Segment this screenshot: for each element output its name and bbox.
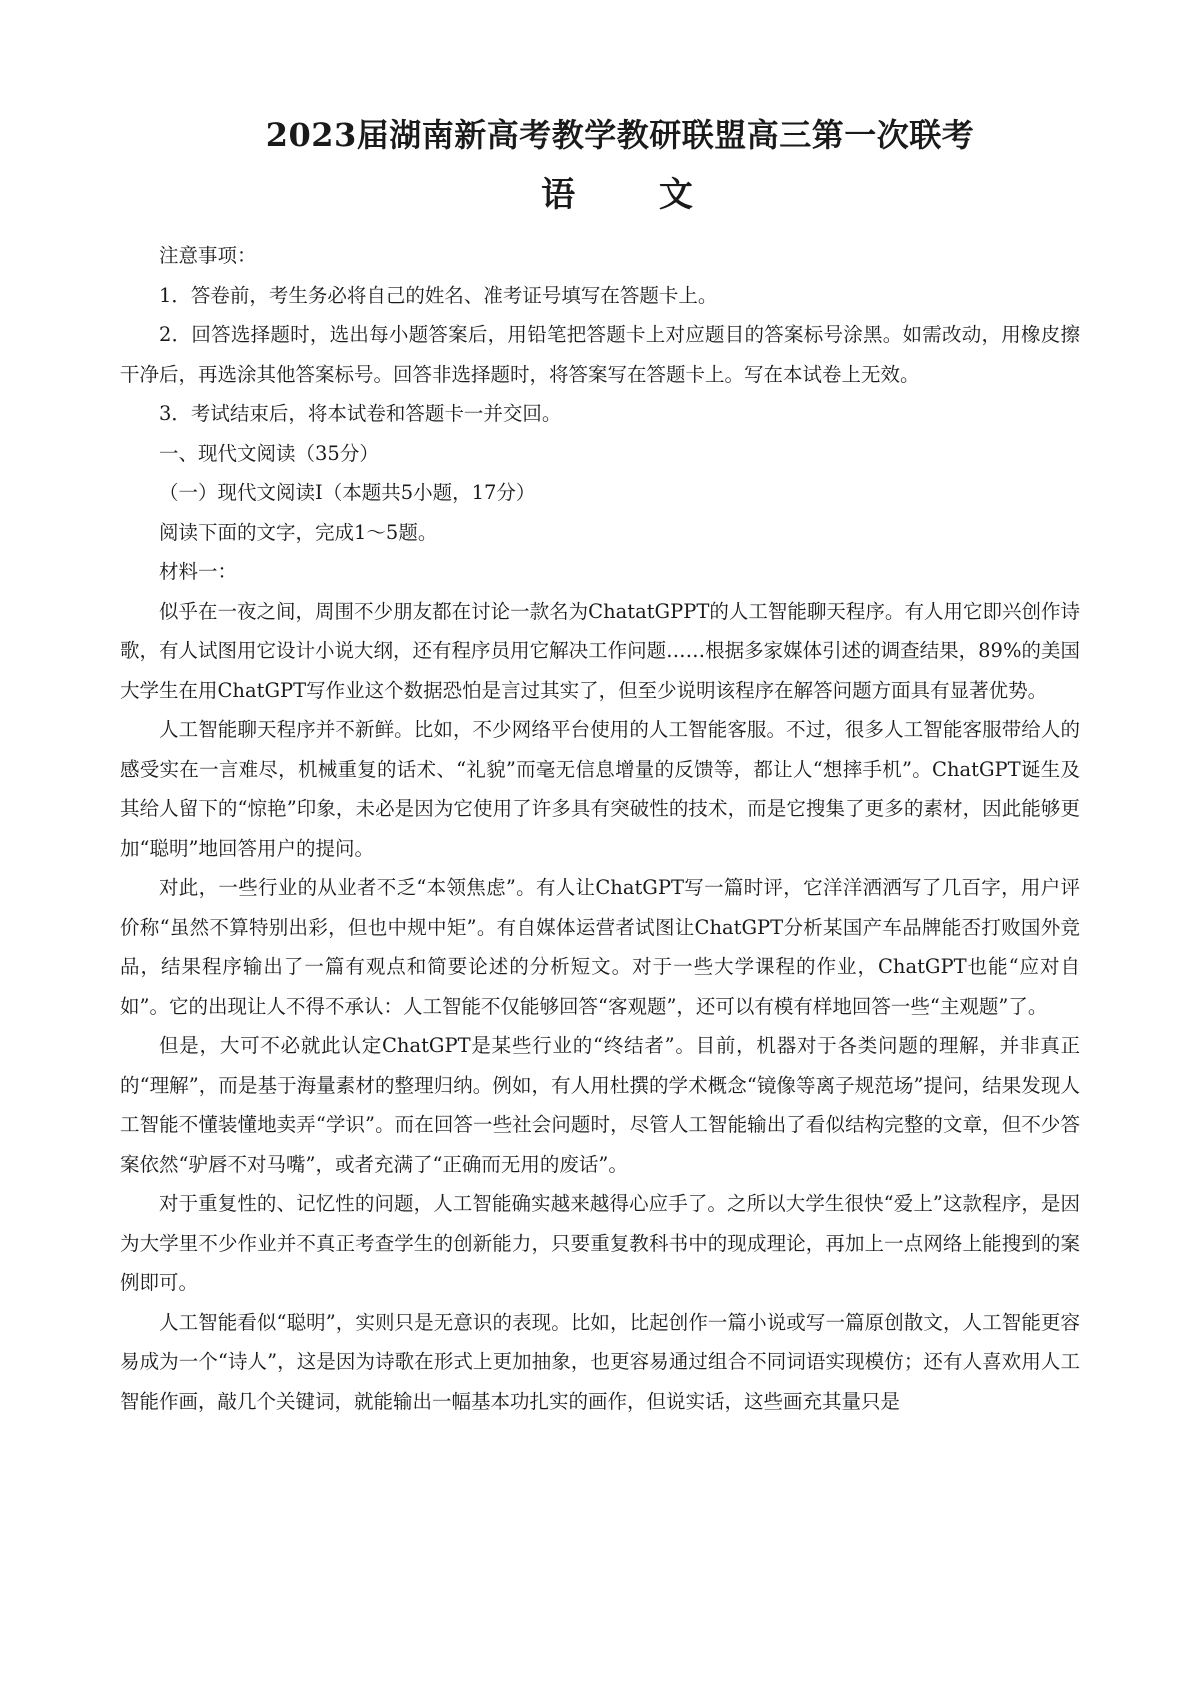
notice-item-3: 3．考试结束后，将本试卷和答题卡一并交回。 [159,402,562,425]
notice-heading: 注意事项： [159,244,257,267]
passage-paragraph: 对此，一些行业的从业者不乏“本领焦虑”。有人让ChatGPT写一篇时评，它洋洋洒洒写了几百字，用户评价称“虽然不算特别出彩，但也中规中矩”。有自媒体运营者试图让ChatGPT分析某国产车品牌能否打败国外竞品，结果程序输出了一篇有观点和简要论述的分析短文。对于一些大学课程的作业，ChatGPT也能“应对自如”。它的出现让人不得不承认：人工智能不仅能够回答“客观题”，还可以有模有样地回答一些“主观题”了。 [120,876,1080,1018]
exam-page [120,108,1080,1421]
passage-paragraph: 对于重复性的、记忆性的问题，人工智能确实越来越得心应手了。之所以大学生很快“爱上”这款程序，是因为大学里不少作业并不真正考查学生的创新能力，只要重复教科书中的现成理论，再加上一点网络上能搜到的案例即可。 [120,1192,1080,1294]
notice-item-1: 1．答卷前，考生务必将自己的姓名、准考证号填写在答题卡上。 [159,283,718,307]
passage-paragraph: 似乎在一夜之间，周围不少朋友都在讨论一款名为ChatatGPPT的人工智能聊天程序。有人用它即兴创作诗歌，有人试图用它设计小说大纲，还有程序员用它解决工作问题……根据多家媒体引述的调查结果，89%的美国大学生在用ChatGPT写作业这个数据恐怕是言过其实了，但至少说明该程序在解答问题方面具有显著优势。 [120,599,1080,702]
passage-paragraph: 人工智能聊天程序并不新鲜。比如，不少网络平台使用的人工智能客服。不过，很多人工智能客服带给人的感受实在一言难尽，机械重复的话术、“礼貌”而毫无信息增量的反馈等，都让人“想摔手机”。ChatGPT诞生及其给人留下的“惊艳”印象，未必是因为它使用了许多具有突破性的技术，而是它搜集了更多的素材，因此能够更加“聪明”地回答用户的提问。 [120,718,1080,860]
subject-title: 语 文 [541,175,729,215]
notice-item-2: 2．回答选择题时，选出每小题答案后，用铅笔把答题卡上对应题目的答案标号涂黑。如需改动，用橡皮擦干净后，再选涂其他答案标号。回答非选择题时，将答案写在答题卡上。写在本试卷上无效。 [120,323,1080,386]
section-title: 一、现代文阅读（35分） [159,441,379,465]
notice-block [120,236,1080,434]
material-label: 材料一： [159,560,238,583]
section-subtitle: （一）现代文阅读I（本题共5小题，17分） [159,481,536,504]
section-header [120,434,1080,592]
reading-passage [120,592,1080,1422]
exam-title: 2023届湖南新高考教学教研联盟高三第一次联考 [265,116,975,154]
passage-paragraph: 人工智能看似“聪明”，实则只是无意识的表现。比如，比起创作一篇小说或写一篇原创散文，人工智能更容易成为一个“诗人”，这是因为诗歌在形式上更加抽象，也更容易通过组合不同词语实现模仿；还有人喜欢用人工智能作画，敲几个关键词，就能输出一幅基本功扎实的画作，但说实话，这些画充其量只是 [120,1310,1080,1413]
passage-paragraph: 但是，大可不必就此认定ChatGPT是某些行业的“终结者”。目前，机器对于各类问题的理解，并非真正的“理解”，而是基于海量素材的整理归纳。例如，有人用杜撰的学术概念“镜像等离子规范场”提问，结果发现人工智能不懂装懂地卖弄“学识”。而在回答一些社会问题时，尽管人工智能输出了看似结构完整的文章，但不少答案依然“驴唇不对马嘴”，或者充满了“正确而无用的废话”。 [120,1034,1080,1176]
reading-instruction: 阅读下面的文字，完成1～5题。 [159,520,438,544]
